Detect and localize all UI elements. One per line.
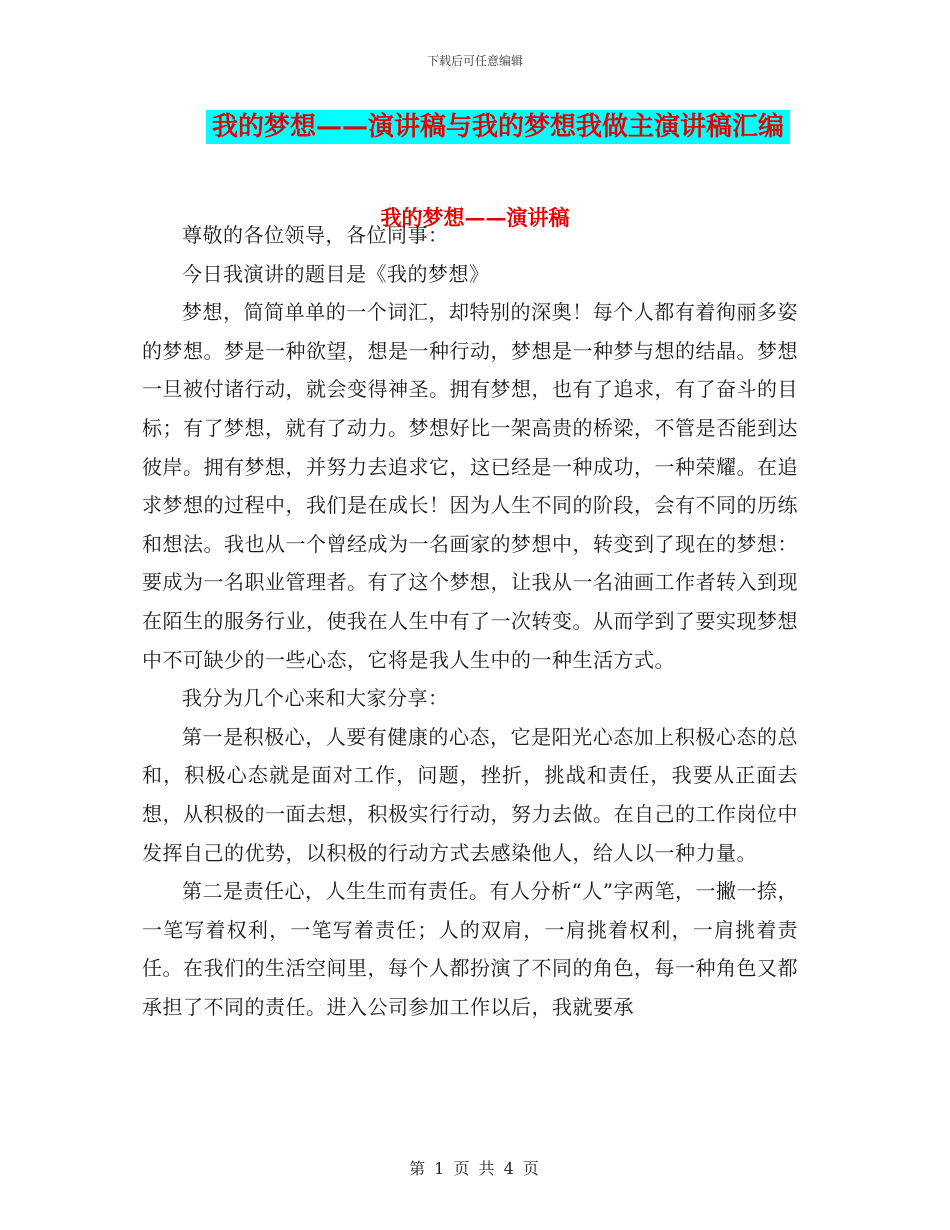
document-body [142,216,798,1026]
header-note: 下载后可任意编辑 [426,54,523,68]
paragraph-responsibility: 第二是责任心，人生生而有责任。有人分析“人”字两笔，一撇一捺，一笔写着权利，一笔写着责任；人的双肩，一肩挑着权利，一肩挑着责任。在我们的生活空间里，每个人都扮演了不同的角色，每一种角色又都承担了不同的责任。进入公司参加工作以后，我就要承 [142,879,798,1019]
paragraph-positive-mind: 第一是积极心，人要有健康的心态，它是阳光心态加上积极心态的总和，积极心态就是面对工作，问题，挫折，挑战和责任，我要从正面去想，从积极的一面去想，积极实行行动，努力去做。在自己的工作岗位中发挥自己的优势，以积极的行动方式去感染他人，给人以一种力量。 [142,724,798,865]
document-main-title: 我的梦想——演讲稿与我的梦想我做主演讲稿汇编 [206,110,790,144]
page-number: 第 1 页 共 4 页 [409,1159,541,1178]
paragraph-salutation: 尊敬的各位领导，各位同事： [182,223,449,247]
paragraph-share-intro: 我分为几个心来和大家分享： [182,686,449,711]
paragraph-dream: 梦想，简简单单的一个词汇，却特别的深奥！每个人都有着徇丽多姿的梦想。梦是一种欲望，想是一种行动，梦想是一种梦与想的结晶。梦想一旦被付诸行动，就会变得神圣。拥有梦想，也有了追求，有了奋斗的目标；有了梦想，就有了动力。梦想好比一架高贵的桥梁，不管是否能到达彼岸。拥有梦想，并努力去追求它，这已经是一种成功，一种荣耀。在追求梦想的过程中，我们是在成长！因为人生不同的阶段，会有不同的历练和想法。我也从一个曾经成为一名画家的梦想中，转变到了现在的梦想：要成为一名职业管理者。有了这个梦想，让我从一名油画工作者转入到现在陌生的服务行业，使我在人生中有了一次转变。从而学到了要实现梦想中不可缺少的一些心态，它将是我人生中的一种生活方式。 [142,300,798,672]
paragraph-topic: 今日我演讲的题目是《我的梦想》 [182,261,490,286]
document-sub-title: 我的梦想——演讲稿 [380,205,570,230]
